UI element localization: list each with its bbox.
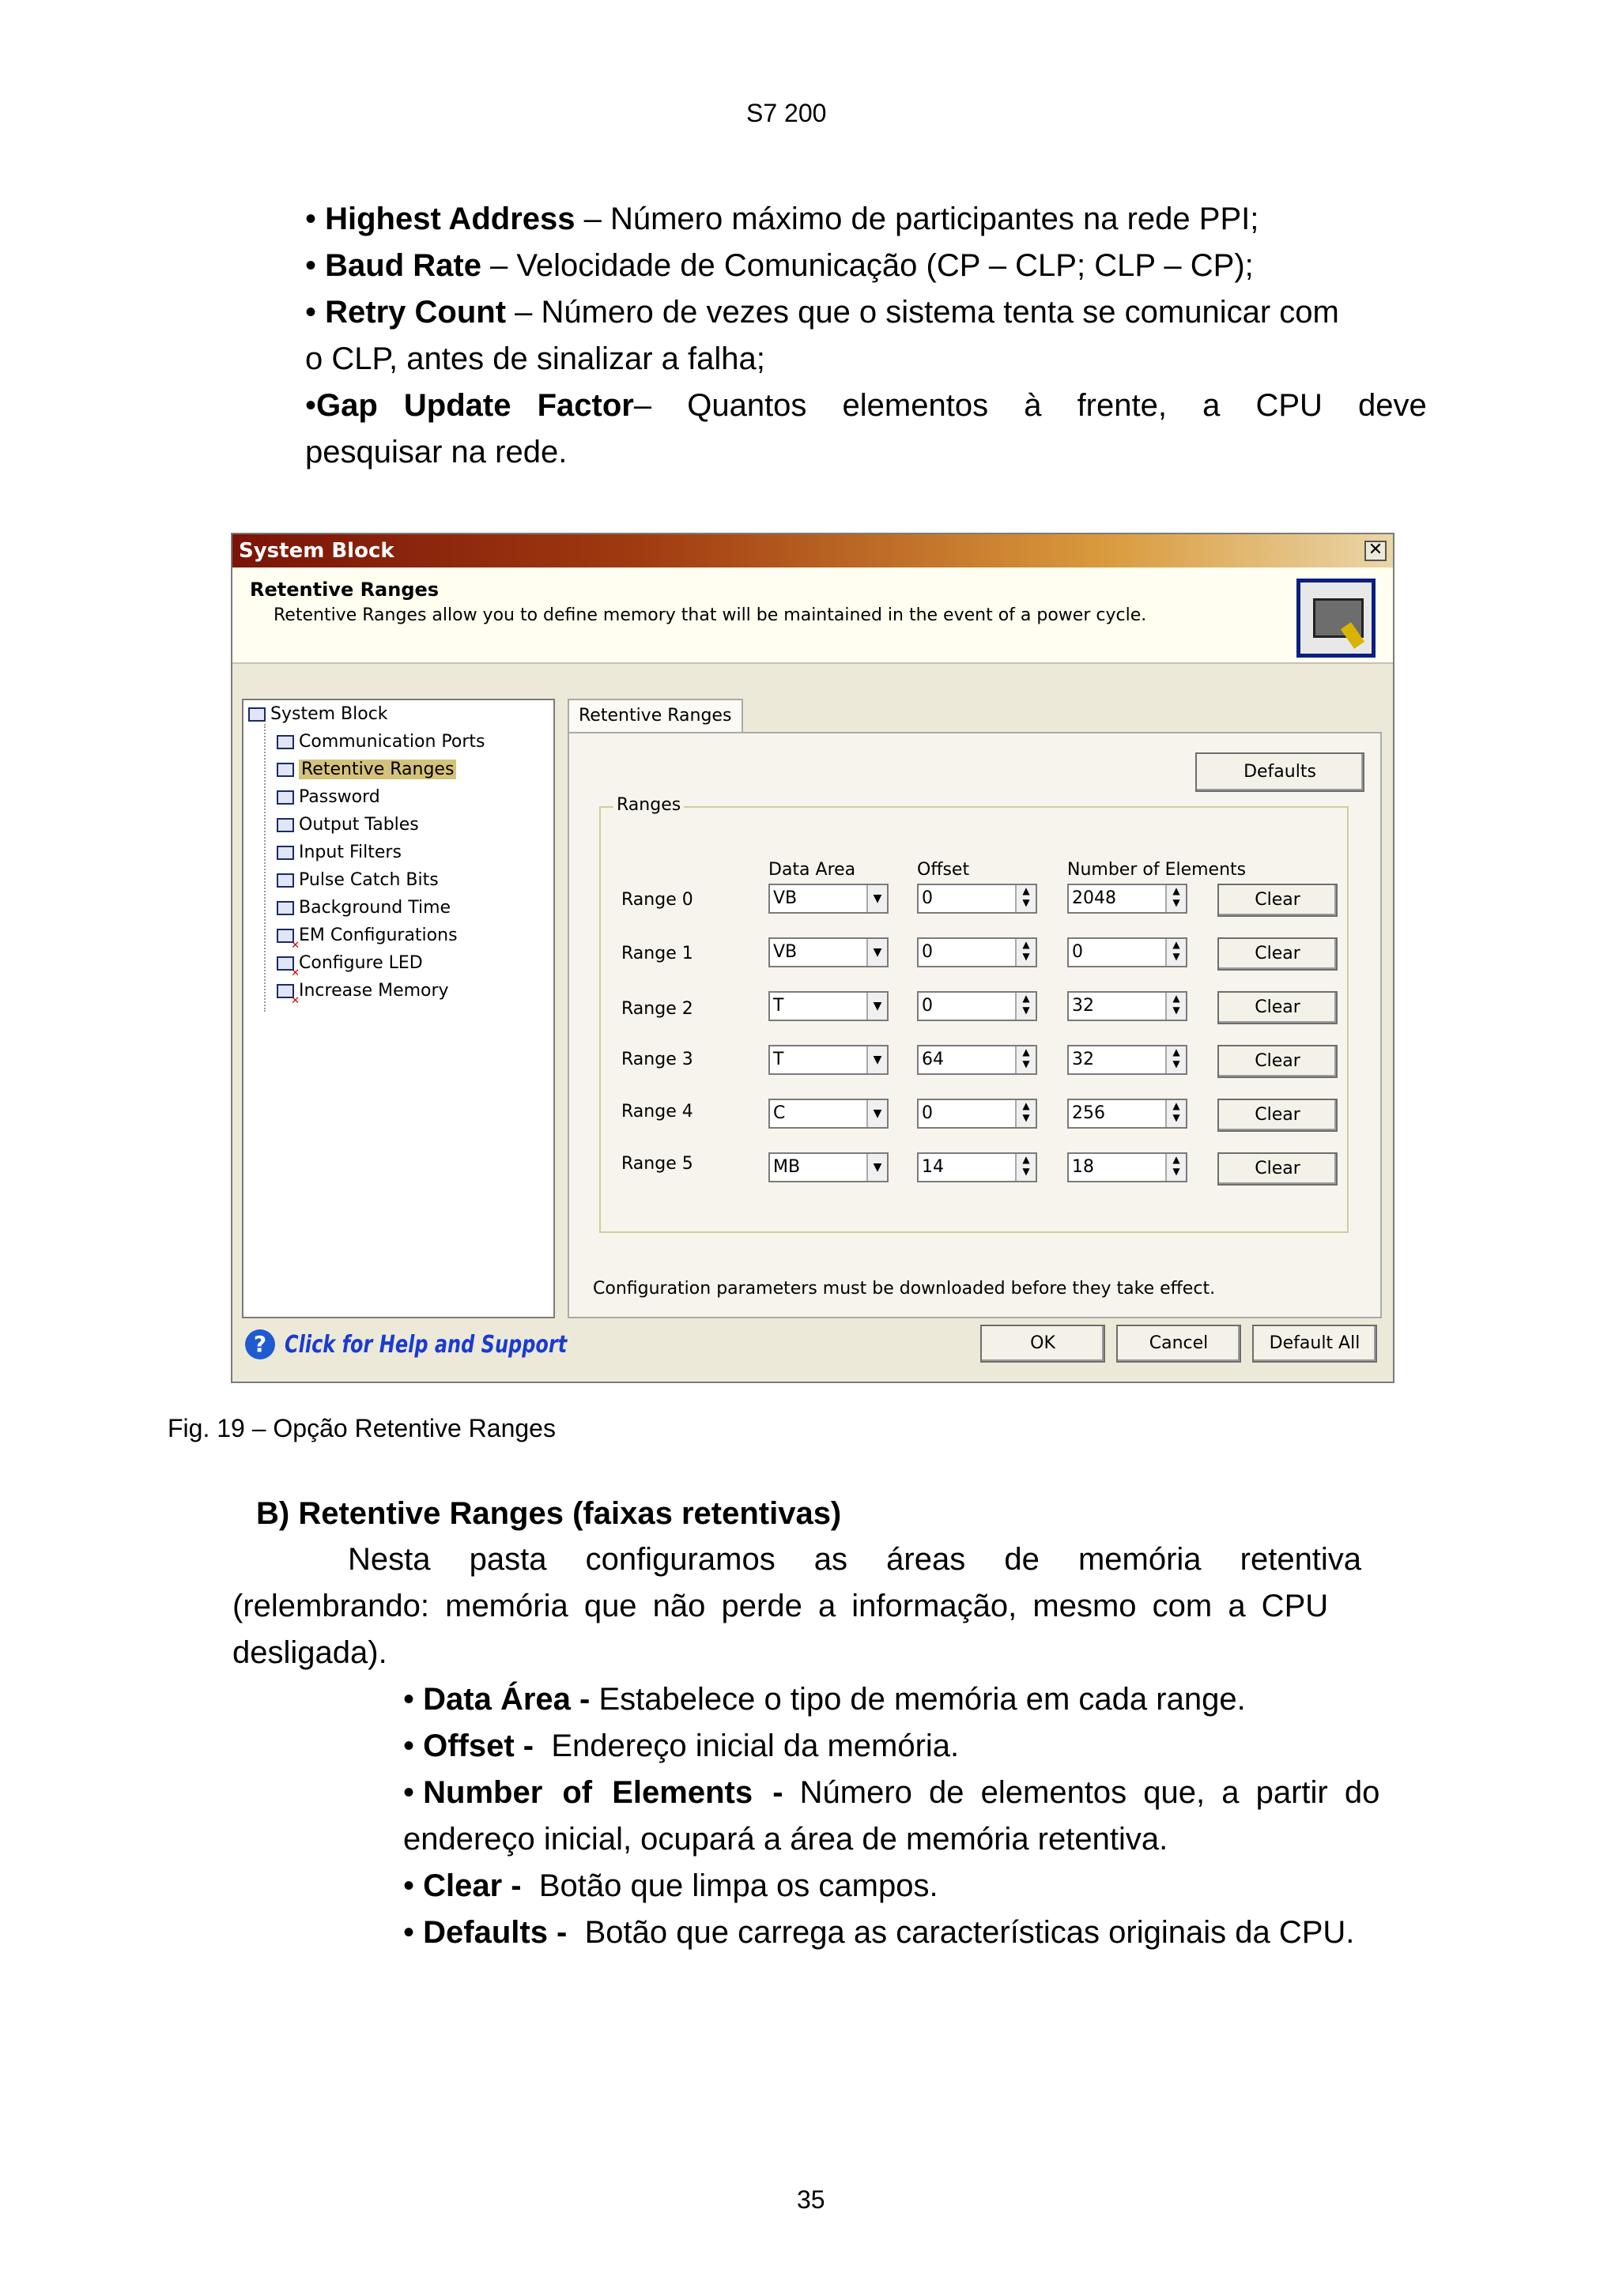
tree-item-communication-ports[interactable] bbox=[277, 730, 485, 755]
num-elements-value: 32 bbox=[1072, 996, 1094, 1016]
tree-item-retentive-ranges[interactable] bbox=[277, 757, 456, 782]
tree-item-label: Pulse Catch Bits bbox=[299, 870, 439, 890]
bullet-text: – Quantos elementos à frente, a CPU deve bbox=[633, 388, 1427, 423]
spinner-arrows-icon[interactable]: ▲ ▼ bbox=[1165, 1154, 1186, 1181]
tree-item-label: Communication Ports bbox=[299, 732, 485, 752]
data-area-select[interactable] bbox=[768, 937, 889, 967]
system-block-tree bbox=[242, 699, 555, 1318]
bullet-text: – Número de vezes que o sistema tenta se comunicar com bbox=[506, 295, 1339, 330]
offset-value: 0 bbox=[922, 888, 933, 908]
num-elements-spinner[interactable] bbox=[1067, 1099, 1187, 1129]
module-error-icon bbox=[277, 929, 294, 943]
bullet-text: Botão que limpa os campos. bbox=[521, 1868, 938, 1903]
num-elements-spinner[interactable] bbox=[1067, 937, 1187, 967]
tree-item-input-filters[interactable] bbox=[277, 840, 402, 865]
offset-spinner[interactable] bbox=[917, 1045, 1037, 1075]
range-row bbox=[601, 1045, 1347, 1080]
tree-item-password[interactable] bbox=[277, 785, 380, 810]
module-icon bbox=[277, 873, 294, 888]
col-header-data-area: Data Area bbox=[768, 860, 856, 880]
data-area-value: VB bbox=[773, 888, 798, 908]
clear-button[interactable]: Clear bbox=[1217, 1045, 1338, 1078]
num-elements-spinner[interactable] bbox=[1067, 1045, 1187, 1075]
section-heading: B) Retentive Ranges (faixas retentivas) bbox=[256, 1496, 842, 1531]
range-label: Range 4 bbox=[621, 1102, 693, 1122]
module-icon bbox=[277, 846, 294, 860]
num-elements-value: 0 bbox=[1072, 942, 1083, 962]
tree-item-label: Password bbox=[299, 787, 380, 807]
offset-spinner[interactable] bbox=[917, 1099, 1037, 1129]
spinner-arrows-icon[interactable]: ▲ ▼ bbox=[1015, 1046, 1036, 1073]
spinner-arrows-icon[interactable]: ▲ ▼ bbox=[1015, 939, 1036, 966]
bullet-term: Offset - bbox=[423, 1729, 534, 1763]
range-row bbox=[601, 1099, 1347, 1133]
bullet-gap-update-cont: pesquisar na rede. bbox=[305, 435, 568, 469]
bullet-highest-address: • Highest Address – Número máximo de participantes na rede PPI; bbox=[305, 202, 1259, 236]
title-bar bbox=[232, 534, 1393, 567]
module-error-icon bbox=[277, 956, 294, 971]
module-icon bbox=[277, 790, 294, 805]
system-block-icon bbox=[248, 707, 266, 722]
col-header-offset: Offset bbox=[917, 860, 970, 880]
bullet-term: Baud Rate bbox=[325, 248, 481, 283]
system-block-dialog bbox=[231, 533, 1394, 1383]
header-title: Retentive Ranges bbox=[250, 579, 440, 601]
bullet-text: Botão que carrega as características originais da CPU. bbox=[567, 1915, 1355, 1950]
offset-spinner[interactable] bbox=[917, 937, 1037, 967]
num-elements-spinner[interactable] bbox=[1067, 991, 1187, 1021]
range-label: Range 3 bbox=[621, 1050, 693, 1069]
tree-item-pulse-catch-bits[interactable] bbox=[277, 868, 439, 893]
bullet-text: Número de elementos que, a partir do bbox=[783, 1775, 1380, 1810]
clear-button[interactable]: Clear bbox=[1217, 1152, 1338, 1186]
clear-button[interactable]: Clear bbox=[1217, 937, 1338, 971]
tree-item-label: System Block bbox=[270, 704, 388, 724]
bullet-defaults: • Defaults - Botão que carrega as características originais da CPU. bbox=[403, 1915, 1355, 1950]
default-all-button[interactable]: Default All bbox=[1252, 1325, 1377, 1363]
data-area-value: T bbox=[773, 1050, 784, 1069]
bullet-text: Estabelece o tipo de memória em cada range. bbox=[590, 1682, 1246, 1717]
module-icon bbox=[277, 818, 294, 832]
section-paragraph-line: (relembrando: memória que não perde a informação, mesmo com a CPU bbox=[232, 1589, 1329, 1623]
tree-item-background-time[interactable] bbox=[277, 895, 451, 921]
section-paragraph-line bbox=[348, 1541, 1387, 1578]
offset-value: 0 bbox=[922, 996, 933, 1016]
header-description: Retentive Ranges allow you to define memory that will be maintained in the event of a power cycle. bbox=[274, 605, 1147, 625]
bullet-term: Number of Elements - bbox=[423, 1775, 783, 1810]
tab-retentive-ranges[interactable]: Retentive Ranges bbox=[568, 699, 743, 733]
clear-button[interactable]: Clear bbox=[1217, 991, 1338, 1024]
spinner-arrows-icon[interactable]: ▲ ▼ bbox=[1015, 885, 1036, 912]
tree-item-label: Retentive Ranges bbox=[299, 760, 456, 779]
bullet-gap-update: • Gap Update Factor – Quantos elementos à frente, a CPU deve bbox=[305, 388, 1427, 423]
data-area-value: T bbox=[773, 996, 784, 1016]
spinner-arrows-icon[interactable]: ▲ ▼ bbox=[1165, 993, 1186, 1020]
tree-item-label: EM Configurations bbox=[299, 926, 458, 945]
bullet-text: – Velocidade de Comunicação (CP – CLP; CLP – CP); bbox=[481, 248, 1254, 283]
bullet-term: Clear - bbox=[423, 1868, 522, 1903]
ranges-group bbox=[599, 795, 1349, 1233]
offset-value: 0 bbox=[922, 1103, 933, 1123]
page-number: 35 bbox=[797, 2185, 825, 2214]
bullet-text: Endereço inicial da memória. bbox=[534, 1729, 960, 1763]
tree-item-configure-led[interactable] bbox=[277, 951, 423, 976]
range-row bbox=[601, 937, 1347, 972]
figure-caption: Fig. 19 – Opção Retentive Ranges bbox=[168, 1414, 556, 1442]
dropdown-arrow-icon[interactable]: ▼ bbox=[866, 939, 887, 966]
dropdown-arrow-icon[interactable]: ▼ bbox=[866, 1154, 887, 1181]
range-label: Range 0 bbox=[621, 890, 693, 910]
spinner-arrows-icon[interactable]: ▲ ▼ bbox=[1165, 1046, 1186, 1073]
module-icon bbox=[277, 763, 294, 777]
num-elements-value: 32 bbox=[1072, 1050, 1094, 1069]
tree-item-label: Background Time bbox=[299, 898, 451, 918]
data-area-select[interactable] bbox=[768, 1099, 889, 1129]
bullet-number-of-elements-cont: endereço inicial, ocupará a área de memória retentiva. bbox=[403, 1822, 1168, 1857]
data-area-value: MB bbox=[773, 1157, 801, 1177]
offset-value: 14 bbox=[922, 1157, 944, 1177]
spinner-arrows-icon[interactable]: ▲ ▼ bbox=[1015, 1154, 1036, 1181]
dialog-title: System Block bbox=[239, 539, 394, 563]
dialog-header bbox=[232, 567, 1393, 664]
offset-value: 0 bbox=[922, 942, 933, 962]
module-icon bbox=[277, 735, 294, 749]
spinner-arrows-icon[interactable]: ▲ ▼ bbox=[1165, 885, 1186, 912]
offset-value: 64 bbox=[922, 1050, 944, 1069]
data-area-value: C bbox=[773, 1103, 786, 1123]
num-elements-value: 2048 bbox=[1072, 888, 1116, 908]
num-elements-spinner[interactable] bbox=[1067, 1152, 1187, 1182]
bullet-data-area: • Data Área - Estabelece o tipo de memória em cada range. bbox=[403, 1682, 1246, 1717]
num-elements-value: 18 bbox=[1072, 1157, 1094, 1177]
dropdown-arrow-icon[interactable]: ▼ bbox=[866, 1100, 887, 1127]
range-row bbox=[601, 991, 1347, 1026]
tree-item-system-block[interactable] bbox=[248, 702, 388, 727]
bullet-text: – Número máximo de participantes na rede PPI; bbox=[575, 202, 1259, 236]
offset-spinner[interactable] bbox=[917, 884, 1037, 914]
clear-button[interactable]: Clear bbox=[1217, 884, 1338, 917]
bullet-term: Gap Update Factor bbox=[316, 388, 634, 423]
bullet-offset: • Offset - Endereço inicial da memória. bbox=[403, 1729, 960, 1763]
tree-item-em-configurations[interactable] bbox=[277, 923, 458, 948]
num-elements-spinner[interactable] bbox=[1067, 884, 1187, 914]
cancel-button[interactable]: Cancel bbox=[1116, 1325, 1241, 1363]
bullet-term: Data Área - bbox=[423, 1682, 591, 1717]
bullet-clear: • Clear - Botão que limpa os campos. bbox=[403, 1868, 938, 1903]
bullet-retry-count-cont: o CLP, antes de sinalizar a falha; bbox=[305, 341, 765, 376]
defaults-button[interactable]: Defaults bbox=[1195, 752, 1364, 792]
clear-button[interactable]: Clear bbox=[1217, 1099, 1338, 1132]
dropdown-arrow-icon[interactable]: ▼ bbox=[866, 885, 887, 912]
module-icon bbox=[277, 901, 294, 915]
help-icon: ? bbox=[245, 1329, 275, 1359]
range-label: Range 1 bbox=[621, 944, 693, 963]
tab-panel bbox=[568, 732, 1382, 1318]
bullet-baud-rate: • Baud Rate – Velocidade de Comunicação (CP – CLP; CLP – CP); bbox=[305, 248, 1254, 283]
spinner-arrows-icon[interactable]: ▲ ▼ bbox=[1165, 939, 1186, 966]
page-header: S7 200 bbox=[746, 99, 827, 127]
spinner-arrows-icon[interactable]: ▲ ▼ bbox=[1015, 993, 1036, 1020]
close-button[interactable]: ✕ bbox=[1364, 541, 1387, 561]
tree-item-label: Input Filters bbox=[299, 843, 402, 862]
tree-item-label: Output Tables bbox=[299, 815, 419, 835]
bullet-retry-count: • Retry Count – Número de vezes que o sistema tenta se comunicar com bbox=[305, 295, 1339, 330]
dropdown-arrow-icon[interactable]: ▼ bbox=[866, 1046, 887, 1073]
tree-item-increase-memory[interactable] bbox=[277, 978, 449, 1004]
num-elements-value: 256 bbox=[1072, 1103, 1105, 1123]
data-area-value: VB bbox=[773, 942, 798, 962]
range-label: Range 5 bbox=[621, 1154, 693, 1174]
range-row bbox=[601, 1152, 1347, 1187]
help-link-text: Click for Help and Support bbox=[285, 1331, 568, 1359]
config-note: Configuration parameters must be downloaded before they take effect. bbox=[593, 1279, 1216, 1299]
bullet-term: Highest Address bbox=[325, 202, 576, 236]
bullet-term: Retry Count bbox=[325, 295, 507, 330]
retentive-ranges-icon bbox=[1296, 579, 1376, 658]
module-error-icon bbox=[277, 984, 294, 998]
data-area-select[interactable] bbox=[768, 1045, 889, 1075]
para-line-1: Nesta pasta configuramos as áreas de memória retentiva bbox=[348, 1542, 1362, 1577]
data-area-select[interactable] bbox=[768, 991, 889, 1021]
tree-item-label: Increase Memory bbox=[299, 981, 449, 1001]
range-label: Range 2 bbox=[621, 999, 693, 1019]
bullet-term: Defaults - bbox=[423, 1915, 568, 1950]
bullet-number-of-elements: • Number of Elements - Número de elementos que, a partir do bbox=[403, 1775, 1380, 1810]
ok-button[interactable]: OK bbox=[980, 1325, 1105, 1363]
tree-item-label: Configure LED bbox=[299, 953, 423, 973]
data-area-select[interactable] bbox=[768, 884, 889, 914]
col-header-num-elements: Number of Elements bbox=[1067, 860, 1247, 880]
section-paragraph-line: desligada). bbox=[232, 1635, 387, 1670]
range-row bbox=[601, 884, 1347, 918]
tree-item-output-tables[interactable] bbox=[277, 812, 419, 838]
data-area-select[interactable] bbox=[768, 1152, 889, 1182]
dropdown-arrow-icon[interactable]: ▼ bbox=[866, 993, 887, 1020]
group-label: Ranges bbox=[613, 795, 684, 815]
offset-spinner[interactable] bbox=[917, 1152, 1037, 1182]
spinner-arrows-icon[interactable]: ▲ ▼ bbox=[1015, 1100, 1036, 1127]
offset-spinner[interactable] bbox=[917, 991, 1037, 1021]
spinner-arrows-icon[interactable]: ▲ ▼ bbox=[1165, 1100, 1186, 1127]
